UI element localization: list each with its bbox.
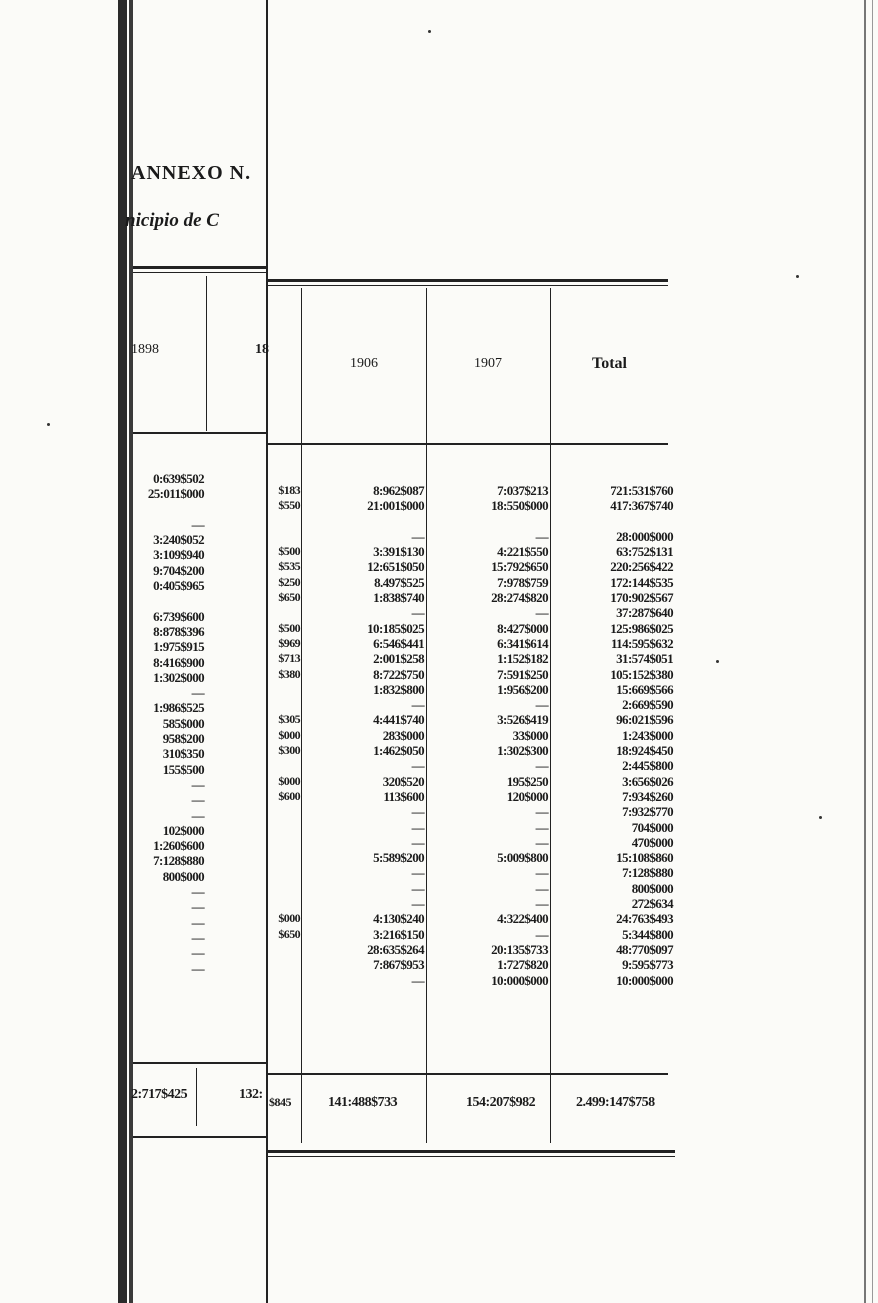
col-1907-cell: 4:322$400 xyxy=(497,911,548,927)
col-total-cell: 18:924$450 xyxy=(616,743,673,759)
col-1906-cell: — xyxy=(411,605,424,621)
col-1907-cell: 10:000$000 xyxy=(491,972,548,988)
col-1907-cell: 120$000 xyxy=(506,788,548,804)
column-1906 xyxy=(367,483,424,988)
col-1907-cell: — xyxy=(535,758,548,774)
col-1907-cell: — xyxy=(535,926,548,942)
col-1906-cell: 1:462$050 xyxy=(373,743,424,759)
speck xyxy=(819,816,822,819)
col-1907-cell: — xyxy=(535,896,548,912)
col-cut-cell xyxy=(278,758,300,773)
col-1907-cell: 4:221$550 xyxy=(497,544,548,560)
col-cut-cell xyxy=(278,804,300,819)
col-total-cell: 114:595$632 xyxy=(610,635,673,651)
col-total-cell: 96:021$596 xyxy=(616,712,673,728)
col-1907-cell: — xyxy=(535,880,548,896)
col-total-cell: 7:932$770 xyxy=(622,804,673,820)
col-total-cell: 220:256$422 xyxy=(610,559,673,575)
col-1898-cell: 310$350 xyxy=(162,746,204,762)
header-total: Total xyxy=(592,355,627,372)
col-total-cell: 417:367$740 xyxy=(610,498,673,514)
col-divider-a xyxy=(301,288,302,1143)
col-1898-cell: — xyxy=(191,914,204,930)
right-table-top-rule xyxy=(268,279,668,282)
col-cut-cell: $250 xyxy=(278,574,300,589)
col-cut-cell: $650 xyxy=(278,926,300,941)
col-cut-cell: $000 xyxy=(278,773,300,788)
col-1907-cell: 1:152$182 xyxy=(497,651,548,667)
col-1898-cell: 3:109$940 xyxy=(153,547,204,563)
col-1906-cell: 10:185$025 xyxy=(367,620,424,636)
col-total-cell: 170:902$567 xyxy=(610,590,673,606)
col-1906-cell xyxy=(367,514,424,529)
left-col-divider xyxy=(206,276,207,431)
col-1906-cell: 12:651$050 xyxy=(367,559,424,575)
col-total-cell xyxy=(610,514,673,529)
col-1906-cell: 1:832$800 xyxy=(373,681,424,697)
left-bottom-rule xyxy=(133,1136,267,1138)
col-cut-cell xyxy=(278,973,300,988)
total-cut: $845 xyxy=(269,1095,291,1109)
col-total-cell: 63:752$131 xyxy=(616,544,673,560)
col-1907-cell: — xyxy=(535,804,548,820)
col-cut-cell xyxy=(278,835,300,850)
col-total-cell: 9:595$773 xyxy=(622,957,673,973)
col-cut-cell xyxy=(278,529,300,544)
col-cut-cell xyxy=(278,957,300,972)
col-1907-cell: 7:037$213 xyxy=(497,483,548,498)
right-bottom-rule xyxy=(268,1150,675,1153)
col-cut-cell: $550 xyxy=(278,498,300,513)
col-1898-cell: 102$000 xyxy=(162,822,204,838)
col-total-cell: 31:574$051 xyxy=(616,651,673,667)
col-1906-cell: — xyxy=(411,972,424,988)
col-1898-cell: 958$200 xyxy=(162,731,204,747)
col-1906-cell: — xyxy=(411,865,424,881)
col-1898-cell: 9:704$200 xyxy=(153,562,204,578)
col-1906-cell: — xyxy=(411,758,424,774)
header-1907: 1907 xyxy=(474,356,502,371)
col-1906-cell: 7:867$953 xyxy=(373,957,424,973)
col-1907-cell: — xyxy=(535,528,548,544)
left-table-top-rule-2 xyxy=(133,272,267,273)
col-total-cell: 28:000$000 xyxy=(616,528,673,544)
col-1906-cell: — xyxy=(411,819,424,835)
col-total-cell: 105:152$380 xyxy=(610,666,673,682)
col-cut-cell: $380 xyxy=(278,666,300,681)
column-1898 xyxy=(148,471,204,976)
col-1906-cell: — xyxy=(411,804,424,820)
col-total-cell: 15:108$860 xyxy=(616,850,673,866)
col-1898-cell: — xyxy=(191,807,204,823)
col-1907-cell: 28:274$820 xyxy=(491,590,548,606)
col-1898-cell: 0:639$502 xyxy=(153,471,204,486)
col-1906-cell: — xyxy=(411,896,424,912)
col-cut-cell xyxy=(278,514,300,529)
col-1906-cell: 21:001$000 xyxy=(367,498,424,514)
col-1906-cell: 2:001$258 xyxy=(373,651,424,667)
col-1898-cell: — xyxy=(191,960,204,976)
col-1907-cell: — xyxy=(535,865,548,881)
col-total-cell: 7:934$260 xyxy=(622,788,673,804)
speck xyxy=(796,275,799,278)
annex-title: ANNEXO N. xyxy=(131,162,252,184)
total-1907: 154:207$982 xyxy=(466,1095,536,1110)
col-1907-cell: — xyxy=(535,834,548,850)
speck xyxy=(716,660,719,663)
col-1907-cell: — xyxy=(535,605,548,621)
col-total-cell: 800$000 xyxy=(631,880,673,896)
column-cut xyxy=(278,483,300,988)
column-1907 xyxy=(491,483,548,988)
municipality-subtitle: nicipio de C xyxy=(125,210,219,231)
col-1898-cell: 1:260$600 xyxy=(153,838,204,854)
col-1906-cell: 5:589$200 xyxy=(373,850,424,866)
right-page-edge-2 xyxy=(872,0,873,1303)
col-total-cell: 7:128$880 xyxy=(622,865,673,881)
col-1907-cell: 7:978$759 xyxy=(497,574,548,590)
col-cut-cell: $650 xyxy=(278,590,300,605)
col-1906-cell: — xyxy=(411,834,424,850)
col-1907-cell: 195$250 xyxy=(506,773,548,789)
col-1907-cell: 7:591$250 xyxy=(497,666,548,682)
col-cut-cell: $500 xyxy=(278,544,300,559)
speck xyxy=(428,30,431,33)
col-total-cell: 2:669$590 xyxy=(622,697,673,713)
col-cut-cell: $000 xyxy=(278,727,300,742)
col-divider-b xyxy=(426,288,427,1143)
col-cut-cell: $300 xyxy=(278,743,300,758)
col-1898-cell: 1:975$915 xyxy=(153,639,204,655)
col-1898-cell xyxy=(148,502,204,517)
col-1898-cell: 8:878$396 xyxy=(153,623,204,639)
col-total-cell: 24:763$493 xyxy=(616,911,673,927)
col-1907-cell: 5:009$800 xyxy=(497,850,548,866)
col-cut-cell: $969 xyxy=(278,635,300,650)
col-1907-cell: 18:550$000 xyxy=(491,498,548,514)
col-1907-cell: 20:135$733 xyxy=(491,941,548,957)
right-header-rule xyxy=(268,443,668,445)
col-total-cell: 15:669$566 xyxy=(616,681,673,697)
col-cut-cell: $600 xyxy=(278,788,300,803)
column-total xyxy=(610,483,673,988)
col-total-cell: 2:445$800 xyxy=(622,758,673,774)
col-1898-cell: — xyxy=(191,899,204,915)
col-1898-cell: 1:302$000 xyxy=(153,669,204,685)
col-total-cell: 10:000$000 xyxy=(616,972,673,988)
speck xyxy=(47,423,50,426)
right-total-rule xyxy=(268,1073,668,1075)
binding-edge-inner xyxy=(129,0,133,1303)
left-total-rule xyxy=(133,1062,267,1064)
col-1906-cell: — xyxy=(411,880,424,896)
col-1898-cell: 25:011$000 xyxy=(147,486,204,502)
col-1906-cell: 283$000 xyxy=(382,727,424,743)
col-cut-cell xyxy=(278,605,300,620)
col-1907-cell: 1:302$300 xyxy=(497,743,548,759)
col-1906-cell: — xyxy=(411,697,424,713)
col-1898-cell: — xyxy=(191,884,204,900)
col-1907-cell: 1:727$820 xyxy=(497,957,548,973)
col-cut-cell: $000 xyxy=(278,911,300,926)
col-1898-cell: — xyxy=(191,516,204,532)
col-total-cell: 48:770$097 xyxy=(616,941,673,957)
total-18: 132: xyxy=(239,1087,263,1102)
col-1898-cell: — xyxy=(191,929,204,945)
col-1898-cell: 585$000 xyxy=(162,715,204,731)
col-cut-cell xyxy=(278,682,300,697)
col-cut-cell xyxy=(278,865,300,880)
right-table-top-rule-2 xyxy=(268,285,668,286)
col-cut-cell: $305 xyxy=(278,712,300,727)
col-1907-cell: — xyxy=(535,819,548,835)
col-1906-cell: 6:546$441 xyxy=(373,635,424,651)
col-total-cell: 272$634 xyxy=(631,896,673,912)
col-total-cell: 721:531$760 xyxy=(610,483,673,498)
col-total-cell: 125:986$025 xyxy=(610,620,673,636)
col-1898-cell: 7:128$880 xyxy=(153,853,204,869)
col-1906-cell: 28:635$264 xyxy=(367,941,424,957)
col-1898-cell: 6:739$600 xyxy=(153,608,204,624)
header-18: 18 xyxy=(255,342,269,357)
col-1898-cell: 0:405$965 xyxy=(153,578,204,594)
right-bottom-rule-2 xyxy=(268,1156,675,1157)
left-table-top-rule xyxy=(133,266,267,269)
col-1906-cell: 4:441$740 xyxy=(373,712,424,728)
col-1907-cell: 3:526$419 xyxy=(497,712,548,728)
col-1906-cell: 3:216$150 xyxy=(373,926,424,942)
col-1906-cell: 8:722$750 xyxy=(373,666,424,682)
left-header-rule xyxy=(133,432,267,434)
col-total-cell: 5:344$800 xyxy=(622,926,673,942)
grand-total: 2.499:147$758 xyxy=(576,1095,655,1110)
col-1906-cell: 113$600 xyxy=(383,788,424,804)
col-cut-cell: $500 xyxy=(278,620,300,635)
header-1906: 1906 xyxy=(350,356,378,371)
col-1898-cell: 1:986$525 xyxy=(153,700,204,716)
col-1898-cell: — xyxy=(191,685,204,701)
col-1907-cell: 8:427$000 xyxy=(497,620,548,636)
col-1898-cell: — xyxy=(191,945,204,961)
col-1898-cell xyxy=(148,593,204,608)
col-cut-cell xyxy=(278,820,300,835)
left-col-divider-low xyxy=(196,1068,197,1126)
col-1906-cell: 8:962$087 xyxy=(373,483,424,498)
col-1907-cell: 15:792$650 xyxy=(491,559,548,575)
col-1907-cell: 6:341$614 xyxy=(497,635,548,651)
col-total-cell: 3:656$026 xyxy=(622,773,673,789)
col-divider-c xyxy=(550,288,551,1143)
col-cut-cell xyxy=(278,850,300,865)
header-1898: 1898 xyxy=(131,342,159,357)
col-cut-cell xyxy=(278,942,300,957)
binding-edge xyxy=(118,0,127,1303)
total-1898: 2:717$425 xyxy=(131,1087,188,1102)
col-1898-cell: — xyxy=(191,792,204,808)
col-1906-cell: 320$520 xyxy=(382,773,424,789)
col-total-cell: 704$000 xyxy=(631,819,673,835)
col-cut-cell xyxy=(278,896,300,911)
col-1906-cell: 8.497$525 xyxy=(374,574,424,590)
col-1907-cell: — xyxy=(535,697,548,713)
total-1906: 141:488$733 xyxy=(328,1095,398,1110)
col-total-cell: 37:287$640 xyxy=(616,605,673,621)
right-page-edge xyxy=(864,0,866,1303)
col-cut-cell: $713 xyxy=(278,651,300,666)
col-cut-cell: $535 xyxy=(278,559,300,574)
col-1906-cell: 4:130$240 xyxy=(373,911,424,927)
col-cut-cell xyxy=(278,697,300,712)
col-1906-cell: 1:838$740 xyxy=(373,590,424,606)
col-cut-cell: $183 xyxy=(278,483,300,497)
col-1898-cell: 3:240$052 xyxy=(153,532,204,548)
col-1907-cell xyxy=(491,514,548,529)
col-1906-cell: 3:391$130 xyxy=(373,544,424,560)
col-total-cell: 1:243$000 xyxy=(622,727,673,743)
col-1898-cell: — xyxy=(191,776,204,792)
col-1898-cell: 800$000 xyxy=(162,868,204,884)
col-total-cell: 172:144$535 xyxy=(610,574,673,590)
col-total-cell: 470$000 xyxy=(631,834,673,850)
col-1898-cell: 8:416$900 xyxy=(153,654,204,670)
col-1907-cell: 1:956$200 xyxy=(497,681,548,697)
col-cut-cell xyxy=(278,881,300,896)
col-1906-cell: — xyxy=(411,528,424,544)
fold-line xyxy=(266,0,268,1303)
col-1898-cell: 155$500 xyxy=(162,761,204,777)
col-1907-cell: 33$000 xyxy=(512,727,548,743)
